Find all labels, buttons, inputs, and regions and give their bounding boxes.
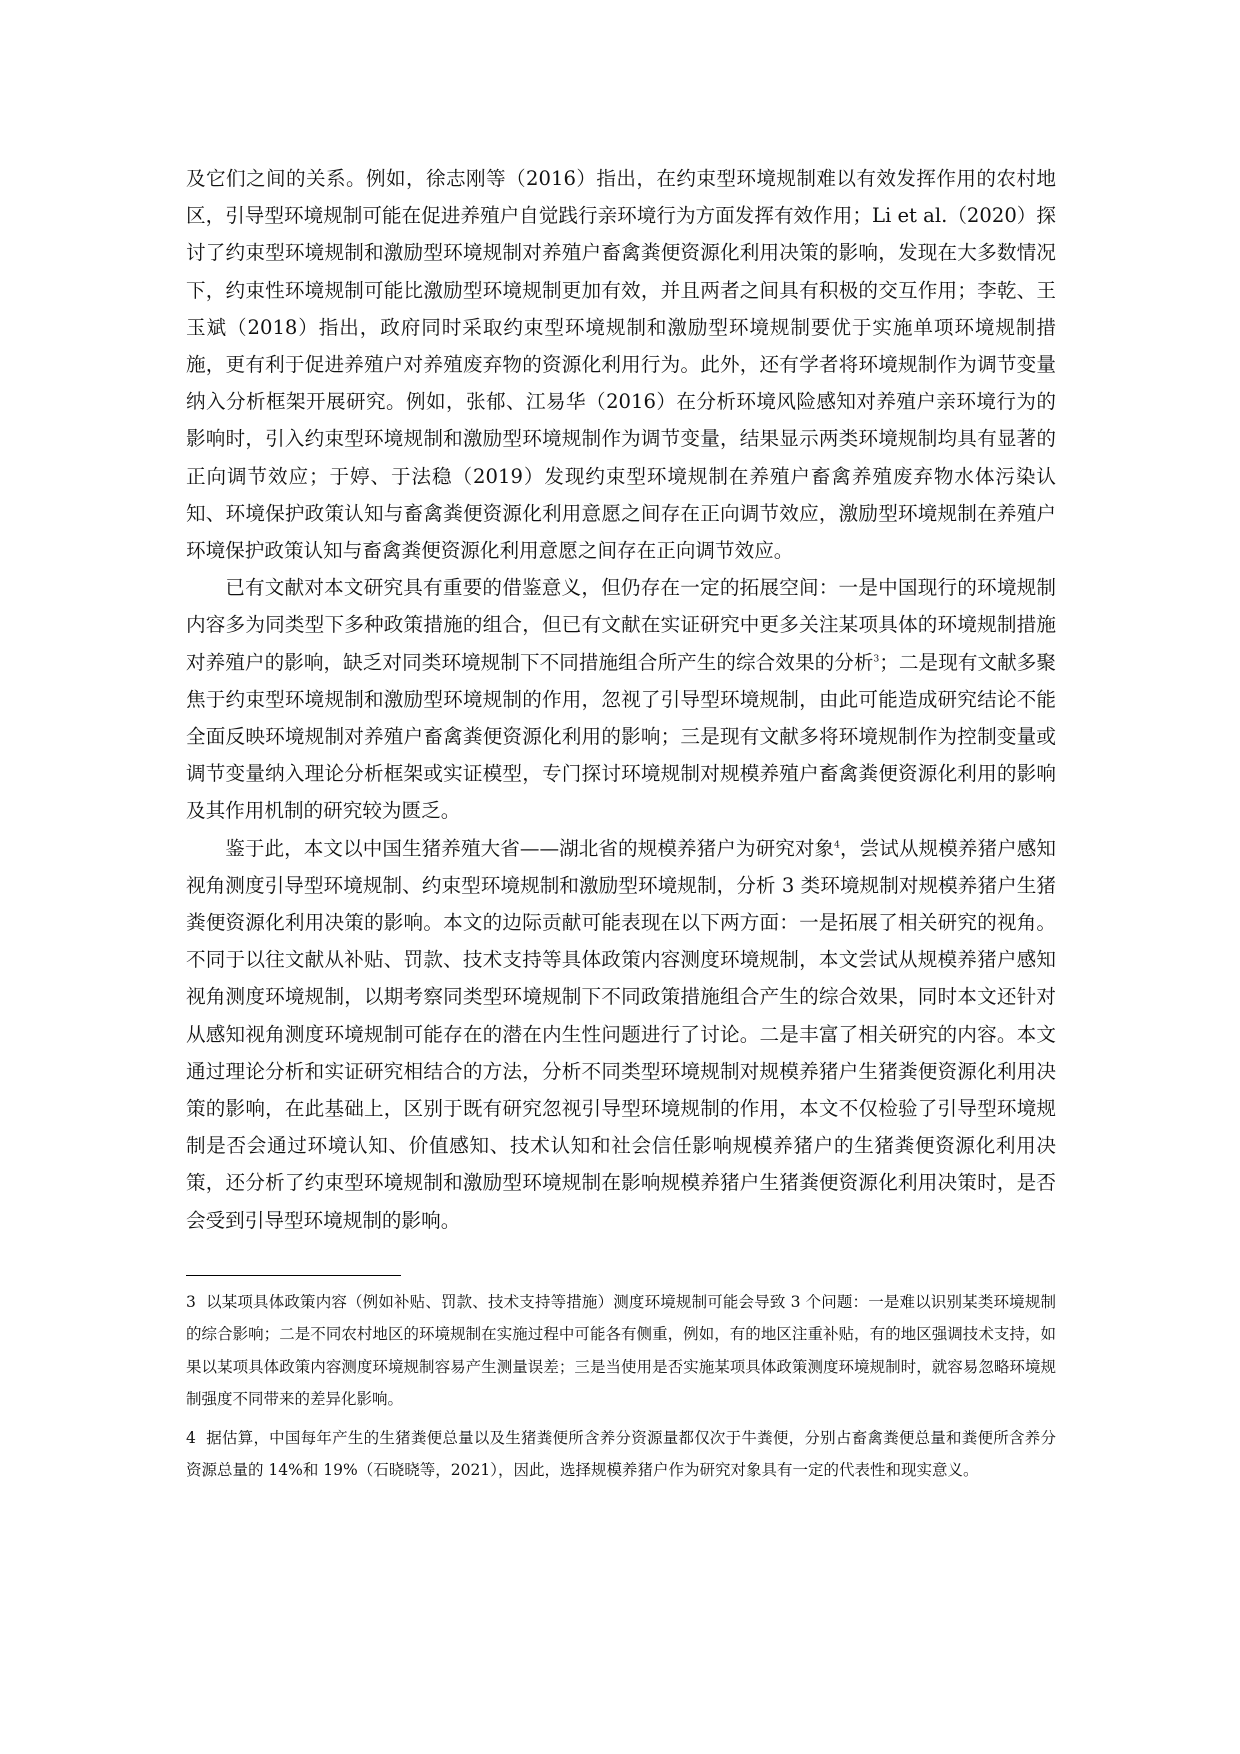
paragraph-text: ，尝试从规模养猪户感知视角测度引导型环境规制、约束型环境规制和激励型环境规制，分析 3 类环境规制对规模养猪户生猪粪便资源化利用决策的影响。本文的边际贡献可能表现在以下两方面：一是拓展了相关研究的视角。不同于以往文献从补贴、罚款、技术支持等具体政策内容测度环境规制，本文尝试从规模养猪户感知视角测度环境规制，以期考察同类型环境规制下不同政策措施组合产生的综合效果，同时本文还针对从感知视角测度环境规制可能存在的潜在内生性问题进行了讨论。二是丰富了相关研究的内容。本文通过理论分析和实证研究相结合的方法，分析不同类型环境规制对规模养猪户生猪粪便资源化利用决策的影响，在此基础上，区别于既有研究忽视引导型环境规制的作用，本文不仅检验了引导型环境规制是否会通过环境认知、价值感知、技术认知和社会信任影响规模养猪户的生猪粪便资源化利用决策，还分析了约束型环境规制和激励型环境规制在影响规模养猪户生猪粪便资源化利用决策时，是否会受到引导型环境规制的影响。 xyxy=(186,836,1057,1232)
paragraph-text: 及它们之间的关系。例如，徐志刚等（2016）指出，在约束型环境规制难以有效发挥作用的农村地区，引导型环境规制可能在促进养殖户自觉践行亲环境行为方面发挥有效作用；Li et al.（2020）探讨了约束型环境规制和激励型环境规制对养殖户畜禽粪便资源化利用决策的影响，发现在大多数情况下，约束性环境规制可能比激励型环境规制更加有效，并且两者之间具有积极的交互作用；李乾、王玉斌（2018）指出，政府同时采取约束型环境规制和激励型环境规制要优于实施单项环境规制措施，更有利于促进养殖户对养殖废弃物的资源化利用行为。此外，还有学者将环境规制作为调节变量纳入分析框架开展研究。例如，张郁、江易华（2016）在分析环境风险感知对养殖户亲环境行为的影响时，引入约束型环境规制和激励型环境规制作为调节变量，结果显示两类环境规制均具有显著的正向调节效应；于婷、于法稳（2019）发现约束型环境规制在养殖户畜禽养殖废弃物水体污染认知、环境保护政策认知与畜禽粪便资源化利用意愿之间存在正向调节效应，激励型环境规制在养殖户环境保护政策认知与畜禽粪便资源化利用意愿之间存在正向调节效应。 xyxy=(186,167,1056,563)
paragraph xyxy=(186,830,1056,1239)
footnote-ref[interactable]: 4 xyxy=(834,840,840,851)
paragraph-text: 已有文献对本文研究具有重要的借鉴意义，但仍存在一定的拓展空间：一是中国现行的环境规制内容多为同类型下多种政策措施的组合，但已有文献在实证研究中更多关注某项具体的环境规制措施对养殖户的影响，缺乏对同类环境规制下不同措施组合所产生的综合效果的分析 xyxy=(186,576,1056,674)
footnote-number: 4 xyxy=(186,1428,196,1447)
paragraph-text: 鉴于此，本文以中国生猪养殖大省——湖北省的规模养猪户为研究对象 xyxy=(225,836,835,860)
footnote-ref[interactable]: 3 xyxy=(873,654,880,665)
footnote-divider xyxy=(186,1275,401,1276)
footnote-text: 据估算，中国每年产生的生猪粪便总量以及生猪粪便所含养分资源量都仅次于牛粪便，分别占畜禽粪便总量和粪便所含养分资源总量的 14%和 19%（石晓晓等，2021），因此，选择规模养猪户作为研究对象具有一定的代表性和现实意义。 xyxy=(186,1428,1056,1480)
footnote-number: 3 xyxy=(186,1292,196,1311)
body-text xyxy=(186,160,1056,1239)
footnotes xyxy=(186,1286,1056,1487)
paragraph-text: ；二是现有文献多聚焦于约束型环境规制和激励型环境规制的作用，忽视了引导型环境规制，由此可能造成研究结论不能全面反映环境规制对养殖户畜禽粪便资源化利用的影响；三是现有文献多将环境规制作为控制变量或调节变量纳入理论分析框架或实证模型，专门探讨环境规制对规模养殖户畜禽粪便资源化利用的影响及其作用机制的研究较为匮乏。 xyxy=(186,650,1057,823)
paragraph xyxy=(186,569,1056,829)
footnote xyxy=(186,1286,1056,1416)
footnote-text: 以某项具体政策内容（例如补贴、罚款、技术支持等措施）测度环境规制可能会导致 3 个问题：一是难以识别某类环境规制的综合影响；二是不同农村地区的环境规制在实施过程中可能各有侧重，例如，有的地区注重补贴，有的地区强调技术支持，如果以某项具体政策内容测度环境规制容易产生测量误差；三是当使用是否实施某项具体政策测度环境规制时，就容易忽略环境规制强度不同带来的差异化影响。 xyxy=(186,1292,1056,1409)
paragraph xyxy=(186,160,1056,569)
footnote xyxy=(186,1422,1056,1487)
